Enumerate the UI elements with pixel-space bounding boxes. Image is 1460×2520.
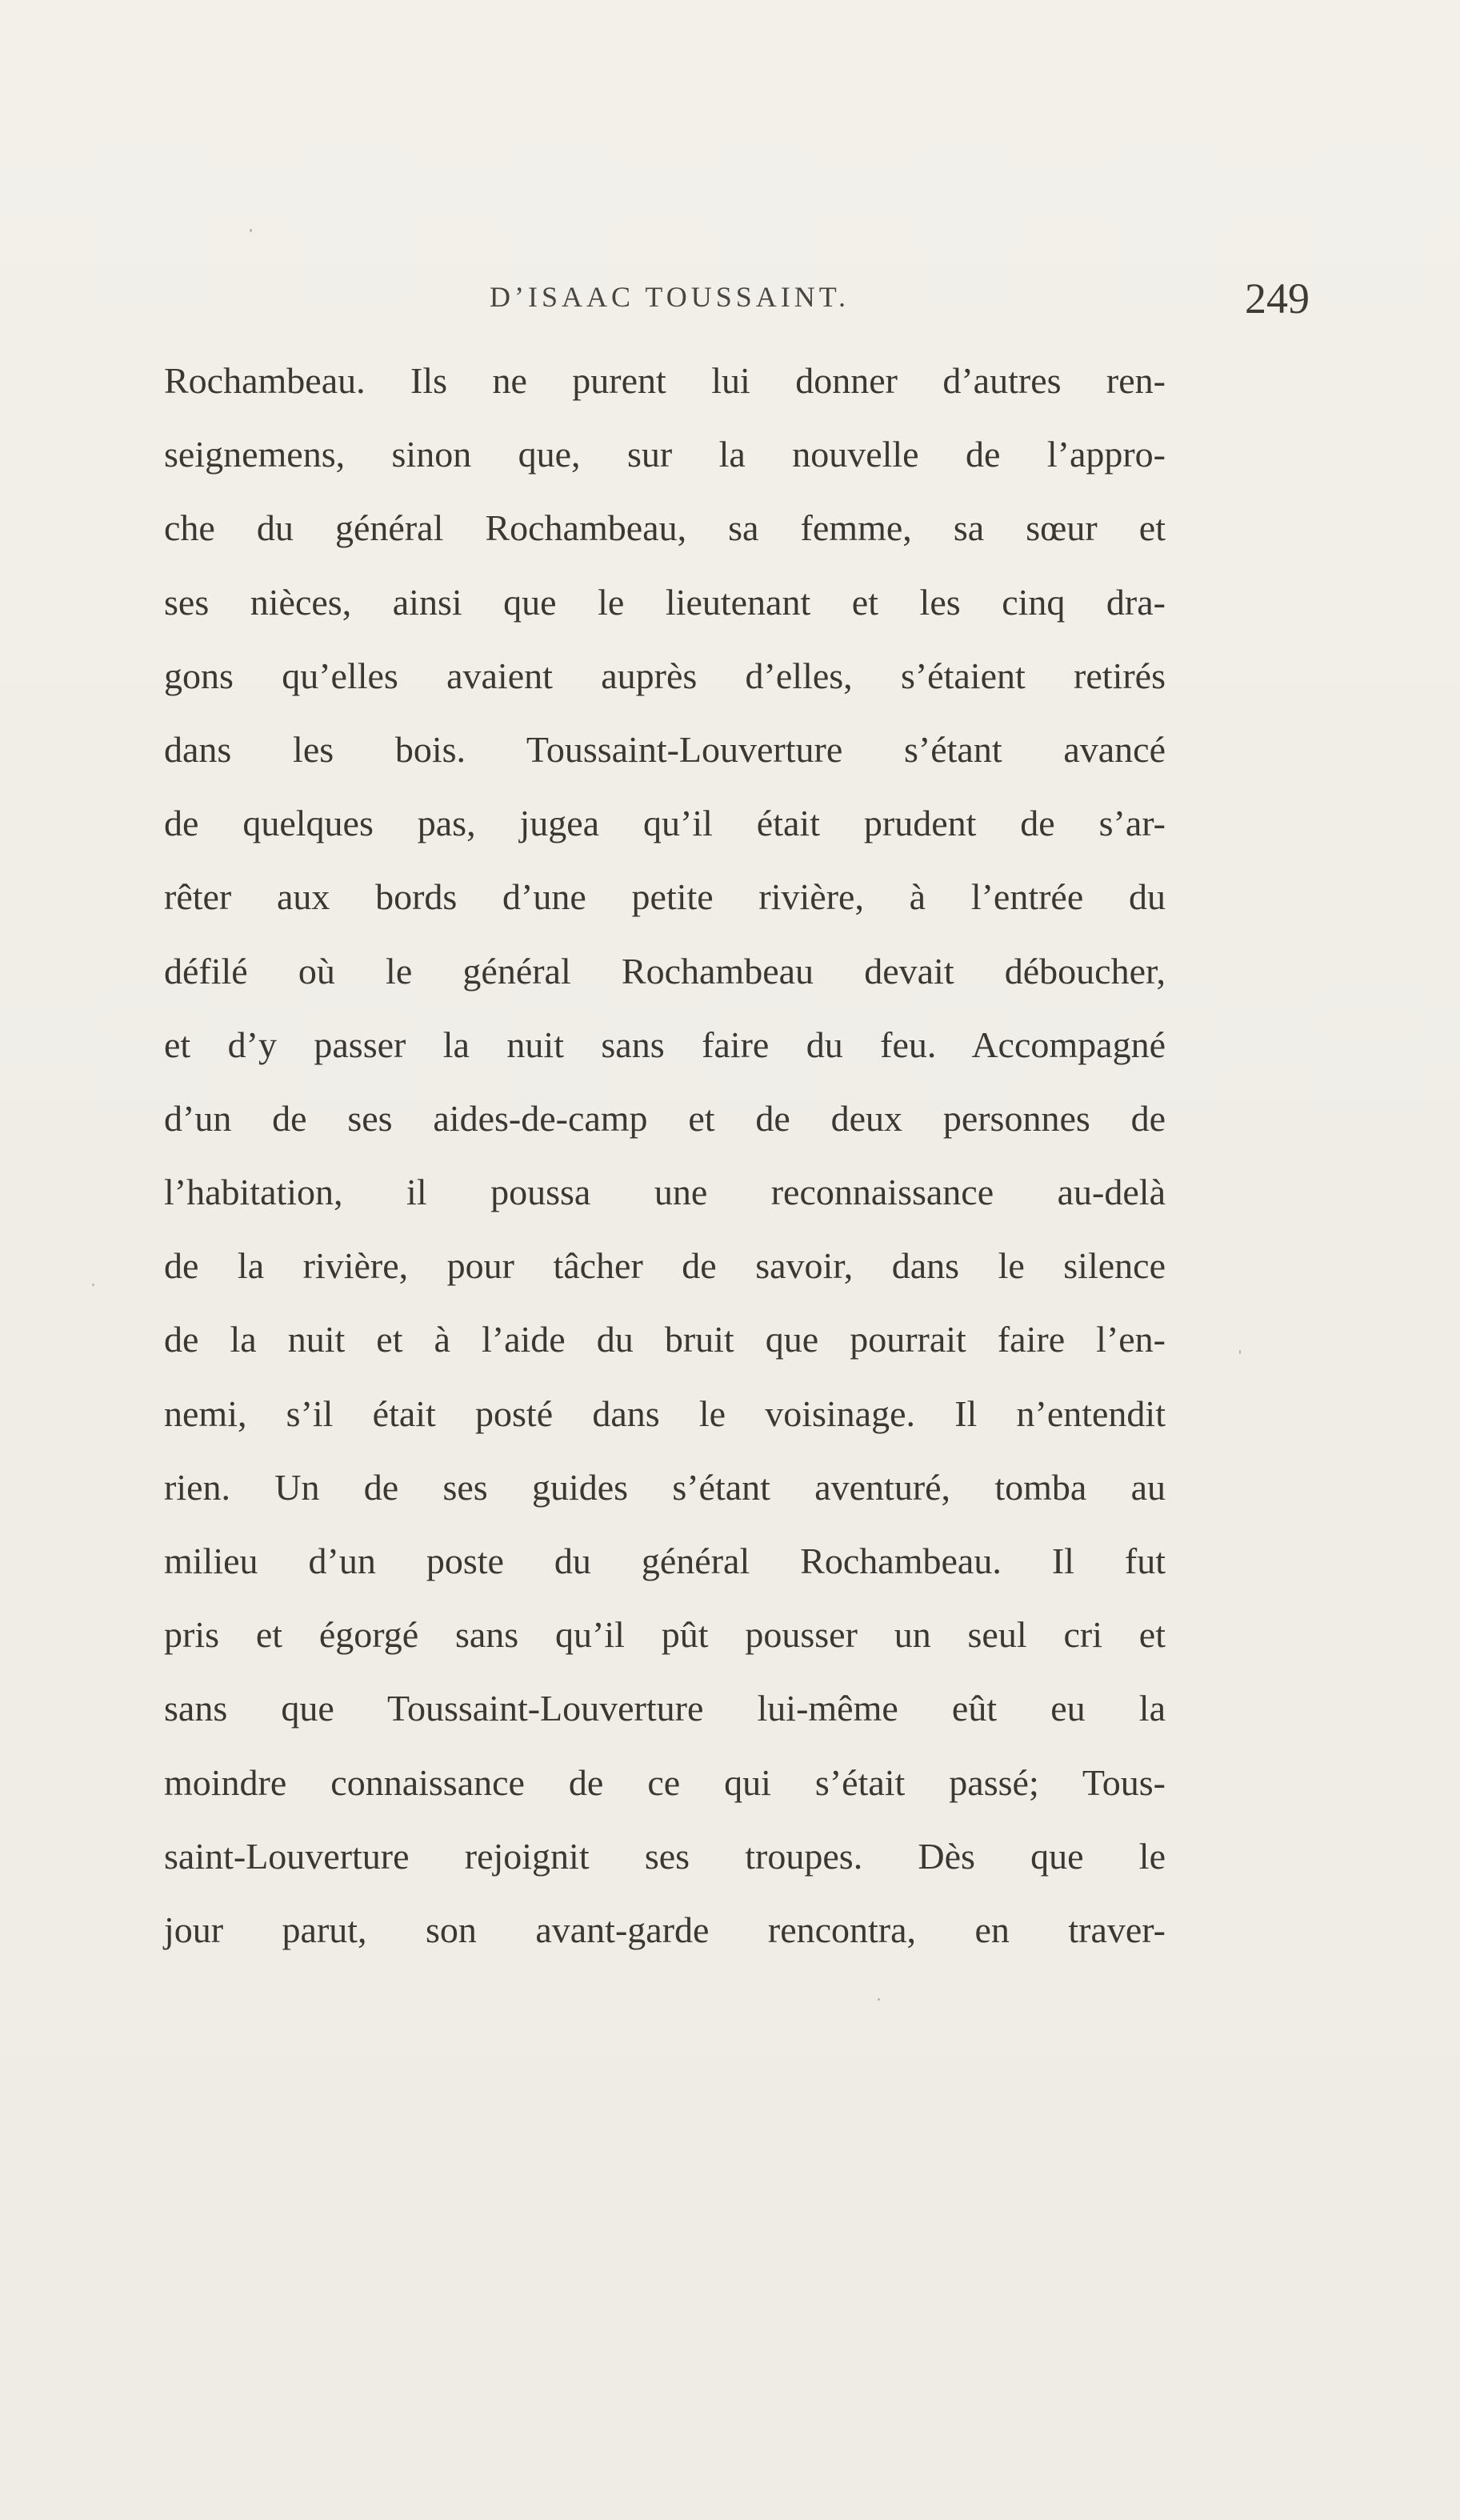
text-line: Rochambeau. Ils ne purent lui donner d’autres ren- (164, 360, 1166, 401)
text-line: rêter aux bords d’une petite rivière, à l’entrée du (164, 876, 1166, 918)
text-line: che du général Rochambeau, sa femme, sa sœur et (164, 507, 1166, 549)
text-line: moindre connaissance de ce qui s’était passé; Tous- (164, 1761, 1166, 1803)
text-line: dans les bois. Toussaint-Louverture s’étant avancé (164, 728, 1166, 770)
paper-speck (92, 1284, 94, 1286)
body-text (164, 344, 1166, 1967)
text-line: seignemens, sinon que, sur la nouvelle de l’appro- (164, 434, 1166, 475)
text-line: l’habitation, il poussa une reconnaissance au-delà (164, 1172, 1166, 1213)
text-line: de la rivière, pour tâcher de savoir, dans le silence (164, 1245, 1166, 1287)
running-title: D’ISAAC TOUSSAINT. (490, 281, 850, 313)
text-line: jour parut, son avant-garde rencontra, en traver- (164, 1909, 1166, 1950)
paper-speck (250, 229, 252, 232)
paper-speck (878, 1998, 880, 2001)
page-number: 249 (1245, 274, 1310, 323)
running-head (490, 274, 1310, 325)
text-line: ses nièces, ainsi que le lieutenant et les cinq dra- (164, 581, 1166, 623)
text-line: milieu d’un poste du général Rochambeau. Il fut (164, 1540, 1166, 1581)
text-line: gons qu’elles avaient auprès d’elles, s’étaient retirés (164, 655, 1166, 696)
text-line: sans que Toussaint-Louverture lui-même eût eu la (164, 1688, 1166, 1729)
text-line: et d’y passer la nuit sans faire du feu. Accompagné (164, 1024, 1166, 1065)
text-line: de la nuit et à l’aide du bruit que pourrait faire l’en- (164, 1319, 1166, 1360)
text-line: de quelques pas, jugea qu’il était prudent de s’ar- (164, 803, 1166, 844)
text-line: rien. Un de ses guides s’étant aventuré, tomba au (164, 1466, 1166, 1508)
text-line: d’un de ses aides-de-camp et de deux personnes de (164, 1097, 1166, 1139)
text-line: saint-Louverture rejoignit ses troupes. Dès que le (164, 1835, 1166, 1877)
paper-speck (1239, 1350, 1241, 1354)
text-line: pris et égorgé sans qu’il pût pousser un seul cri et (164, 1614, 1166, 1656)
text-line: défilé où le général Rochambeau devait déboucher, (164, 950, 1166, 992)
text-line: nemi, s’il était posté dans le voisinage. Il n’entendit (164, 1392, 1166, 1434)
